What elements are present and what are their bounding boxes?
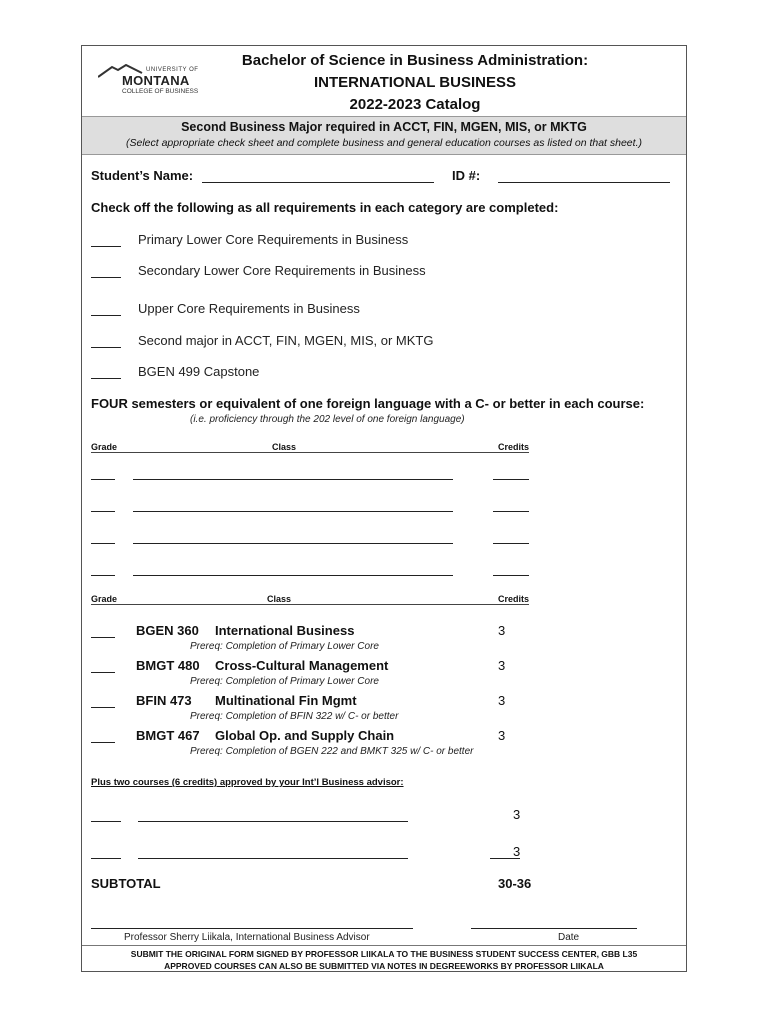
- course-header-rule: [91, 604, 529, 605]
- course-code: BGEN 360: [136, 623, 199, 638]
- title-catalog: 2022-2023 Catalog: [349, 96, 481, 113]
- lang-credits-2[interactable]: [493, 511, 529, 512]
- course-col-class: Class: [267, 594, 292, 604]
- course-prereq: Prereq: Completion of BFIN 322 w/ C- or better: [190, 711, 399, 722]
- check-blank-second-major[interactable]: [91, 347, 121, 348]
- course-col-credits: Credits: [498, 594, 530, 604]
- logo-montana: MONTANA: [122, 73, 190, 88]
- course-grade-3[interactable]: [91, 707, 115, 708]
- lang-col-credits: Credits: [498, 442, 530, 452]
- check-blank-primary[interactable]: [91, 246, 121, 247]
- lang-grade-3[interactable]: [91, 543, 115, 544]
- language-heading: FOUR semesters or equivalent of one foreign language with a C- or better in each course:: [91, 396, 645, 411]
- course-credits: 3: [498, 623, 506, 638]
- second-major-text: Second Business Major required in ACCT, FIN, MGEN, MIS, or MKTG: [181, 120, 587, 134]
- title-degree: Bachelor of Science in Business Administration:: [241, 52, 589, 69]
- student-id-label: ID #:: [452, 168, 481, 183]
- course-prereq: Prereq: Completion of Primary Lower Core: [190, 641, 379, 652]
- lang-grade-4[interactable]: [91, 575, 115, 576]
- second-major-band: [82, 116, 686, 155]
- logo-university-of: UNIVERSITY OF: [146, 67, 199, 73]
- elective-credits-2: 3: [513, 844, 521, 859]
- student-name-label: Student’s Name:: [91, 168, 194, 183]
- student-id-field[interactable]: [498, 182, 670, 183]
- req-second-major: Second major in ACCT, FIN, MGEN, MIS, or MKTG: [138, 333, 434, 348]
- lang-credits-1[interactable]: [493, 479, 529, 480]
- electives-heading: Plus two courses (6 credits) approved by your Int’l Business advisor:: [91, 777, 404, 788]
- language-note: (i.e. proficiency through the 202 level of one foreign language): [190, 414, 465, 425]
- subtotal-label: SUBTOTAL: [91, 876, 161, 891]
- elective-grade-1[interactable]: [91, 821, 121, 822]
- subtotal-value: 30-36: [498, 876, 532, 891]
- elective-class-2[interactable]: [138, 858, 408, 859]
- checklist-heading: Check off the following as all requirements in each category are completed:: [91, 200, 559, 215]
- date-label: Date: [558, 932, 580, 943]
- footer-rule: [82, 945, 686, 946]
- footer-degreeworks-note: APPROVED COURSES CAN ALSO BE SUBMITTED VIA NOTES IN DEGREEWORKS BY PROFESSOR LIIKALA: [164, 961, 604, 971]
- check-blank-capstone[interactable]: [91, 378, 121, 379]
- course-credits: 3: [498, 728, 506, 743]
- req-upper-core: Upper Core Requirements in Business: [138, 301, 360, 316]
- course-credits: 3: [498, 693, 506, 708]
- req-secondary-lower-core: Secondary Lower Core Requirements in Business: [138, 263, 426, 278]
- course-col-grade: Grade: [91, 594, 118, 604]
- elective-class-1[interactable]: [138, 821, 408, 822]
- lang-col-grade: Grade: [91, 442, 118, 452]
- course-grade-2[interactable]: [91, 672, 115, 673]
- lang-grade-2[interactable]: [91, 511, 115, 512]
- lang-header-rule: [91, 452, 529, 453]
- footer-submit-note: SUBMIT THE ORIGINAL FORM SIGNED BY PROFESSOR LIIKALA TO THE BUSINESS STUDENT SUCCESS CENTER, GBB L35: [130, 949, 638, 959]
- course-title: Cross-Cultural Management: [215, 658, 389, 673]
- req-primary-lower-core: Primary Lower Core Requirements in Business: [138, 232, 409, 247]
- university-logo: [98, 64, 208, 100]
- course-prereq: Prereq: Completion of BGEN 222 and BMKT 325 w/ C- or better: [190, 746, 474, 757]
- lang-class-4[interactable]: [133, 575, 453, 576]
- course-title: International Business: [215, 623, 355, 638]
- second-major-note: (Select appropriate check sheet and complete business and general education courses as listed on that sheet.): [126, 137, 642, 149]
- lang-credits-3[interactable]: [493, 543, 529, 544]
- course-prereq: Prereq: Completion of Primary Lower Core: [190, 676, 379, 687]
- student-name-field[interactable]: [202, 182, 434, 183]
- course-title: Global Op. and Supply Chain: [215, 728, 395, 743]
- course-grade-4[interactable]: [91, 742, 115, 743]
- check-blank-secondary[interactable]: [91, 277, 121, 278]
- advisor-signature-field[interactable]: [91, 928, 413, 929]
- date-field[interactable]: [471, 928, 637, 929]
- lang-col-class: Class: [272, 442, 297, 452]
- course-code: BMGT 480: [136, 658, 200, 673]
- logo-college: COLLEGE OF BUSINESS: [122, 88, 199, 95]
- advisor-signature-label: Professor Sherry Liikala, International Business Advisor: [124, 932, 370, 943]
- lang-class-2[interactable]: [133, 511, 453, 512]
- elective-grade-2[interactable]: [91, 858, 121, 859]
- elective-credits-1: 3: [513, 807, 521, 822]
- check-blank-upper[interactable]: [91, 315, 121, 316]
- course-credits: 3: [498, 658, 506, 673]
- lang-class-1[interactable]: [133, 479, 453, 480]
- course-code: BMGT 467: [136, 728, 200, 743]
- title-program: INTERNATIONAL BUSINESS: [314, 74, 516, 91]
- course-grade-1[interactable]: [91, 637, 115, 638]
- lang-credits-4[interactable]: [493, 575, 529, 576]
- req-capstone: BGEN 499 Capstone: [138, 364, 260, 379]
- course-code: BFIN 473: [136, 693, 192, 708]
- course-title: Multinational Fin Mgmt: [215, 693, 357, 708]
- lang-grade-1[interactable]: [91, 479, 115, 480]
- lang-class-3[interactable]: [133, 543, 453, 544]
- form-frame: [81, 45, 687, 972]
